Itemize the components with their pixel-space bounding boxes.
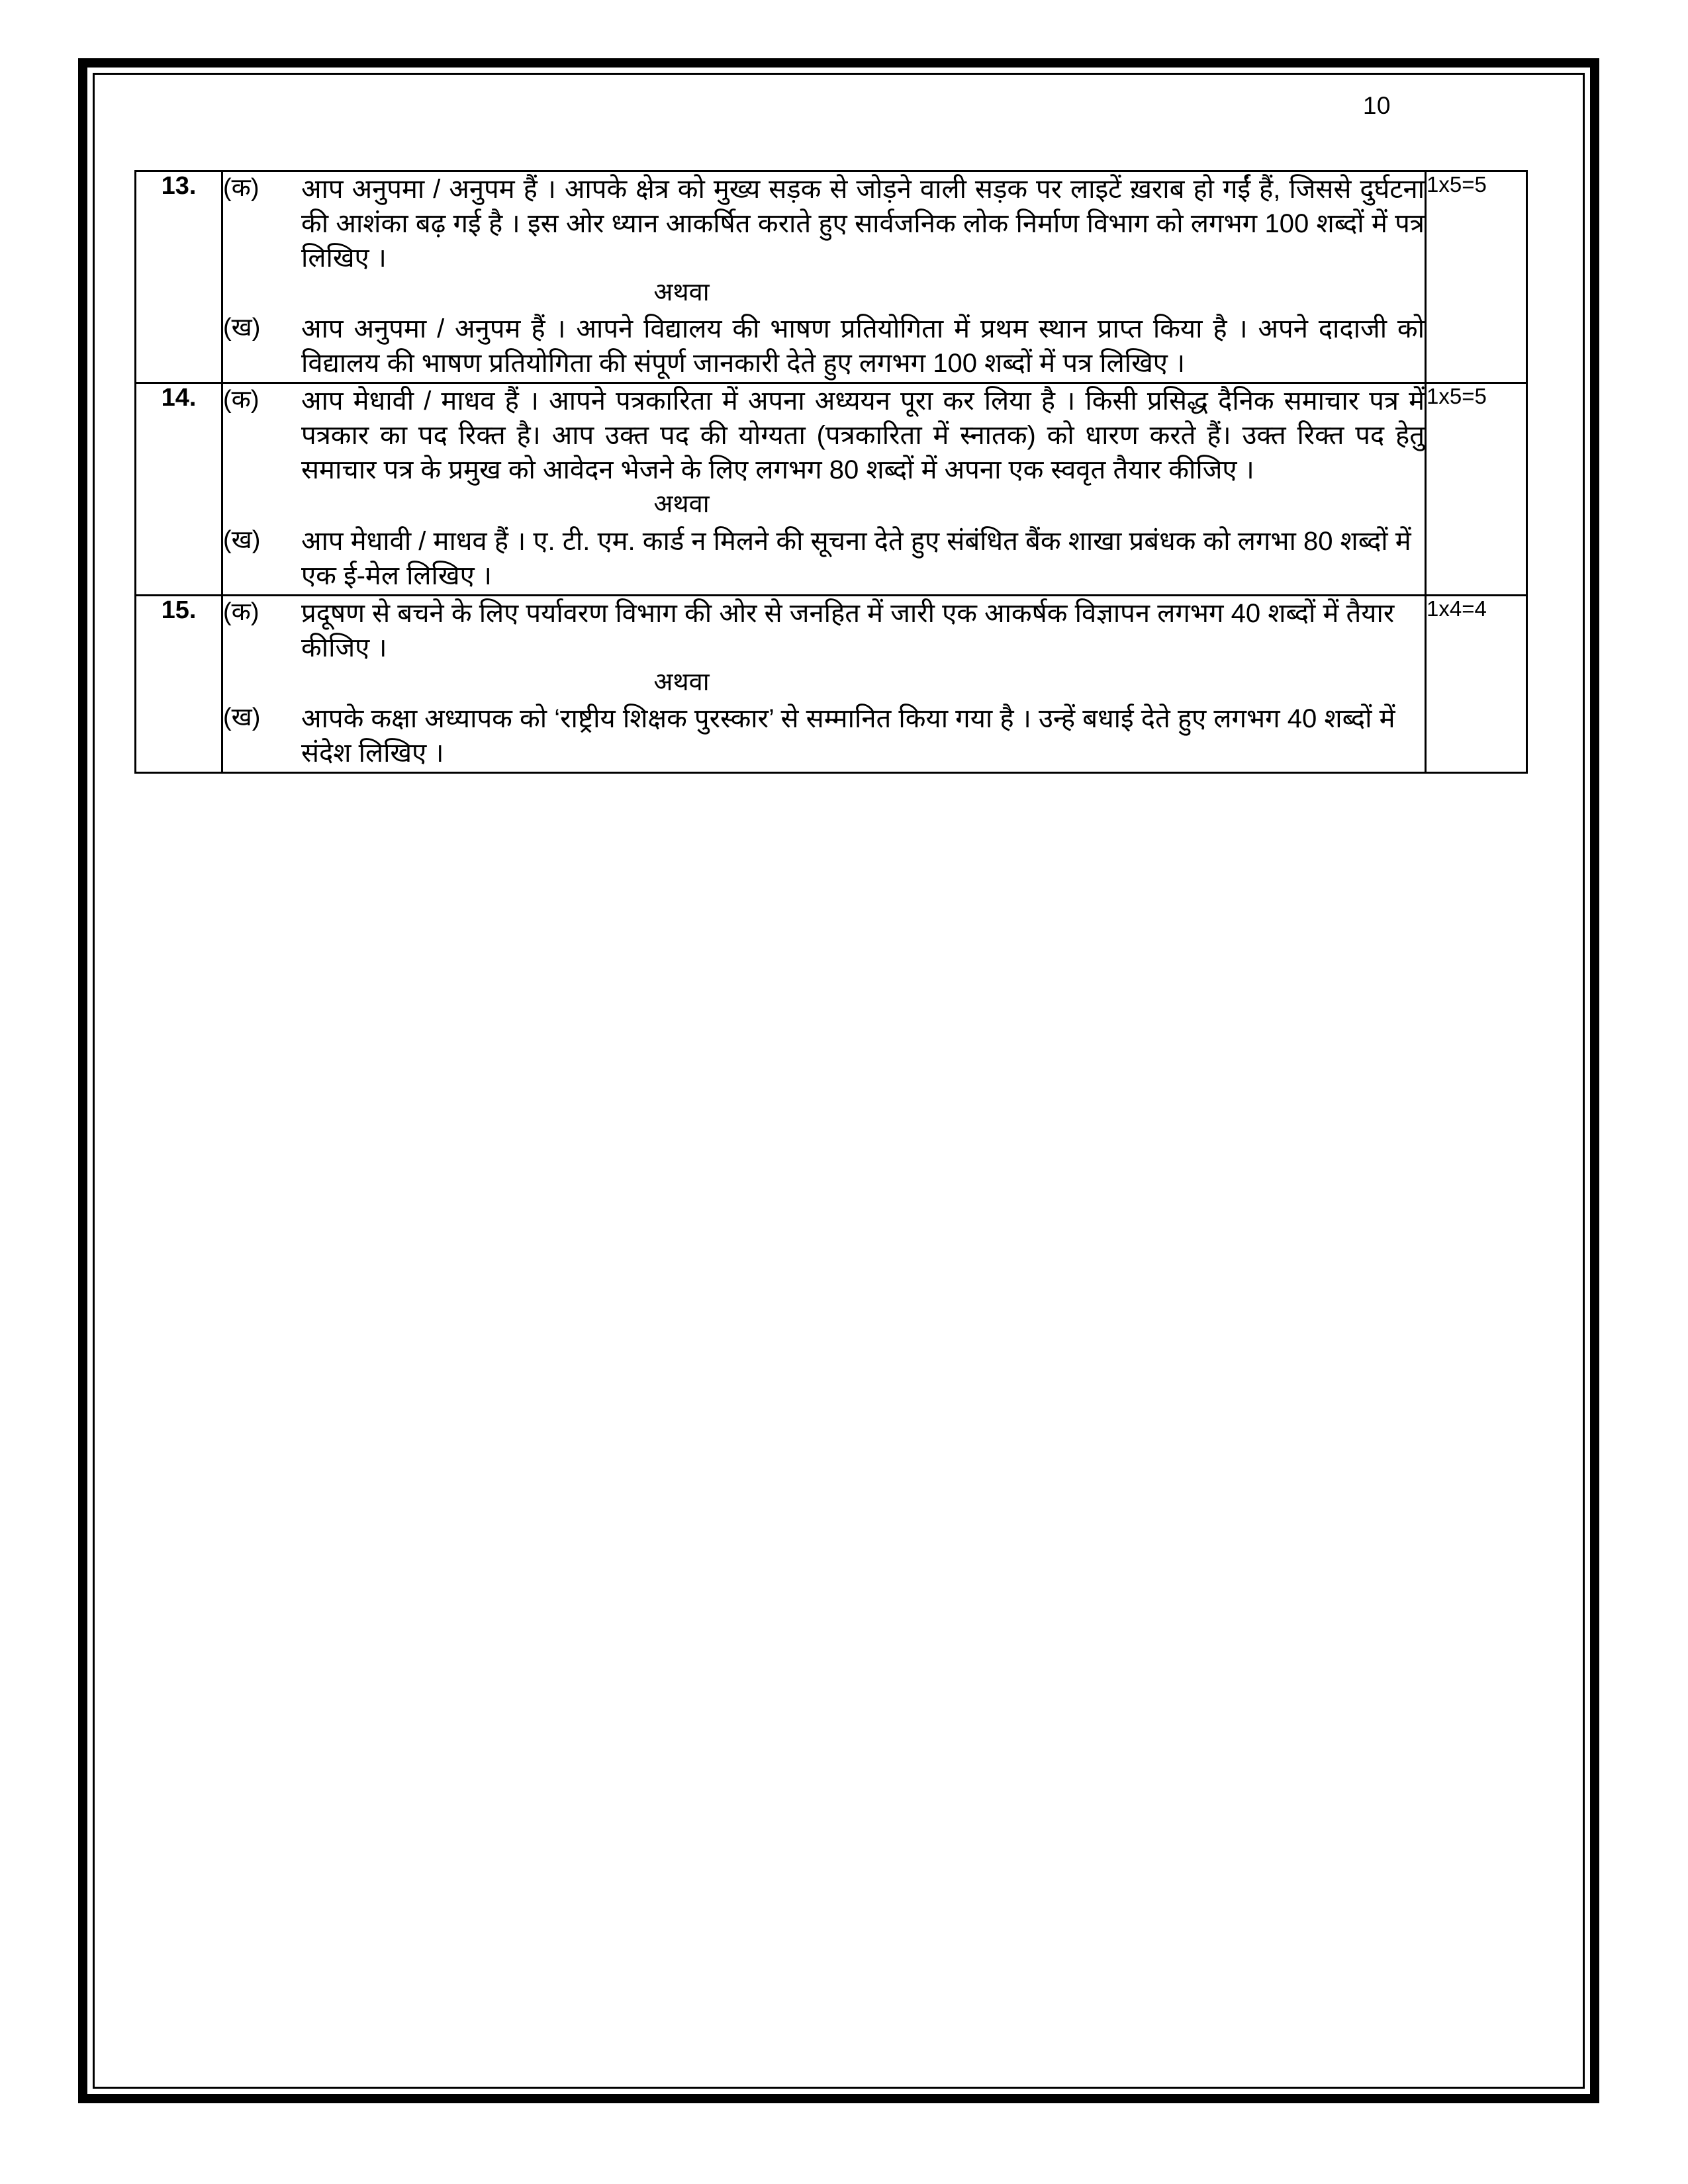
question-body [222,171,1426,383]
part-label: (क) [223,598,259,626]
question-marks: 1x5=5 [1426,383,1527,595]
part-text: आप अनुपमा / अनुपम हैं । आपके क्षेत्र को मुख्य सड़क से जोड़ने वाली सड़क पर लाइटें ख़राब हो गईं हैं, जिससे दुर्घटना की आशंका बढ़ गई है । इस ओर ध्यान आकर्षित कराते हुए सार्वजनिक लोक निर्माण विभाग को लगभग 100 शब्दों में पत्र लिखिए । [301,175,1425,273]
or-separator: अथवा [653,668,710,696]
question-body [222,383,1426,595]
part-label: (क) [223,386,259,414]
part-label: (ख) [223,314,261,342]
page-header [95,75,1583,148]
question-part [223,312,1425,381]
part-text: आप मेधावी / माधव हैं । आपने पत्रकारिता में अपना अध्ययन पूरा कर लिया है । किसी प्रसिद्ध दैनिक समाचार पत्र में पत्रकार का पद रिक्त है। आप उक्त पद की योग्यता (पत्रकारिता में स्नातक) को धारण करते हैं। उक्त रिक्त पद हेतु समाचार पत्र के प्रमुख को आवेदन भेजने के लिए लगभग 80 शब्दों में अपना एक स्ववृत तैयार कीजिए । [301,387,1425,485]
part-text: आप अनुपमा / अनुपम हैं । आपने विद्यालय की भाषण प्रतियोगिता में प्रथम स्थान प्राप्त किया है । अपने दादाजी को विद्यालय की भाषण प्रतियोगिता की संपूर्ण जानकारी देते हुए लगभग 100 शब्दों में पत्र लिखिए । [301,314,1425,379]
or-separator: अथवा [653,490,710,519]
question-body [222,595,1426,772]
part-text: प्रदूषण से बचने के लिए पर्यावरण विभाग की ओर से जनहित में जारी एक आकर्षक विज्ञापन लगभग 40 शब्दों में तैयार कीजिए । [301,598,1395,662]
questions-table [134,170,1528,774]
question-number: 14. [136,383,222,595]
page-content [95,75,1583,2087]
question-marks: 1x5=5 [1426,171,1527,383]
question-number: 13. [136,171,222,383]
part-label: (ख) [223,704,261,732]
part-text: आप मेधावी / माधव हैं । ए. टी. एम. कार्ड न मिलने की सूचना देते हुए संबंधित बैंक शाखा प्रबंधक को लगभा 80 शब्दों में एक ई-मेल लिखिए । [301,526,1411,590]
table-row [136,595,1527,772]
page-number: 10 [1362,92,1391,119]
or-separator: अथवा [653,279,710,306]
part-text: आपके कक्षा अध्यापक को ‘राष्ट्रीय शिक्षक पुरस्कार’ से सम्मानित किया गया है । उन्हें बधाई देते हुए लगभग 40 शब्दों में संदेश लिखिए । [301,704,1395,768]
table-row [136,171,1527,383]
page-border-outer [78,58,1599,2103]
question-part [223,702,1425,770]
question-part [223,524,1425,593]
question-marks: 1x4=4 [1426,595,1527,772]
question-part [223,596,1425,665]
question-number: 15. [136,595,222,772]
table-row [136,383,1527,595]
question-part [223,172,1425,275]
question-part [223,384,1425,487]
part-label: (ख) [223,525,261,554]
part-label: (क) [223,174,259,202]
page-border-inner [93,73,1585,2089]
